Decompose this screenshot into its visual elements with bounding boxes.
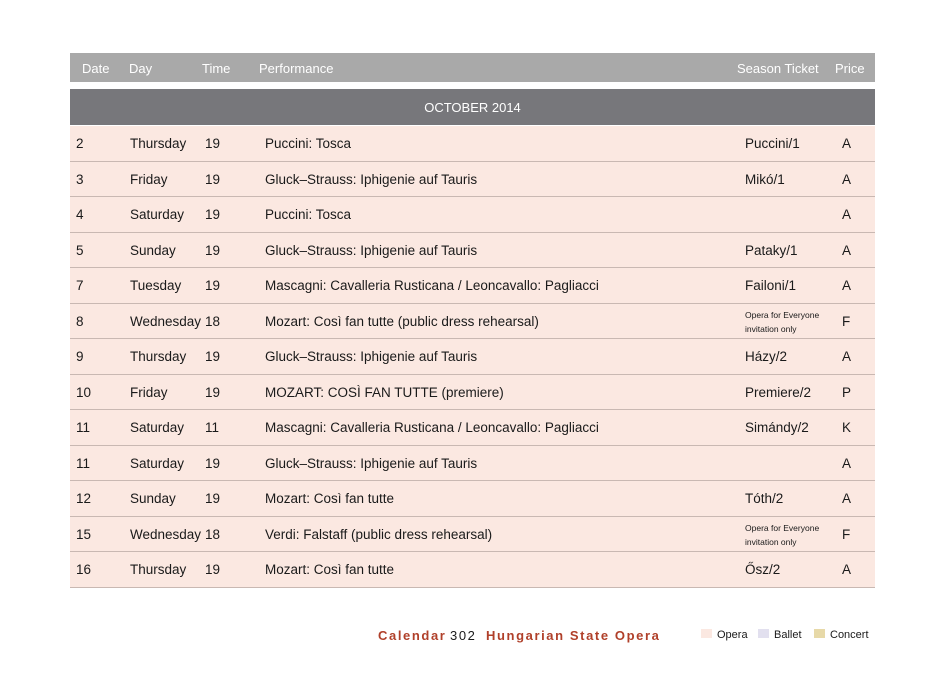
- cell-performance: MOZART: COSÌ FAN TUTTE (premiere): [265, 384, 504, 400]
- cell-performance: Puccini: Tosca: [265, 207, 352, 222]
- cell-price: A: [842, 242, 852, 258]
- cell-price: A: [842, 349, 852, 364]
- header-season-ticket: Season Ticket: [737, 61, 819, 76]
- cell-season-ticket: Házy/2: [745, 349, 788, 364]
- cell-price: A: [842, 136, 852, 151]
- cell-performance: Mascagni: Cavalleria Rusticana / Leoncavallo: Pagliacci: [265, 420, 599, 435]
- cell-price: A: [842, 171, 852, 187]
- cell-performance: Gluck–Strauss: Iphigenie auf Tauris: [265, 455, 478, 471]
- cell-season-ticket: Ősz/2: [745, 562, 781, 577]
- cell-time: 19: [205, 242, 221, 258]
- cell-season-ticket: Opera for Everyone invitation only: [745, 522, 820, 547]
- cell-date: 16: [76, 562, 92, 577]
- cell-day: Wednesday: [130, 313, 202, 329]
- cell-price: F: [842, 526, 851, 542]
- table-row: [70, 552, 875, 588]
- cell-day: Sunday: [130, 491, 176, 506]
- legend-opera-label: Opera: [717, 629, 748, 641]
- legend-concert-swatch: [814, 629, 825, 638]
- cell-price: A: [842, 207, 852, 222]
- cell-time: 19: [205, 455, 221, 471]
- cell-date: 3: [76, 171, 84, 187]
- cell-performance: Mozart: Così fan tutte: [265, 562, 395, 577]
- table-row: [70, 197, 875, 233]
- cell-time: 18: [205, 313, 221, 329]
- cell-time: 19: [205, 136, 221, 151]
- month-heading: OCTOBER 2014: [70, 89, 875, 125]
- cell-date: 15: [76, 526, 92, 542]
- cell-date: 11: [76, 455, 91, 471]
- table-row: [70, 446, 875, 482]
- cell-day: Thursday: [130, 562, 187, 577]
- cell-performance: Mozart: Così fan tutte (public dress rehearsal): [265, 313, 539, 329]
- cell-performance: Mozart: Così fan tutte: [265, 491, 395, 506]
- cell-performance: Mascagni: Cavalleria Rusticana / Leoncavallo: Pagliacci: [265, 278, 599, 293]
- table-row: [70, 339, 875, 375]
- cell-performance: Gluck–Strauss: Iphigenie auf Tauris: [265, 242, 478, 258]
- cell-season-ticket: Simándy/2: [745, 420, 809, 435]
- legend-ballet-swatch: [758, 629, 769, 638]
- header-price: Price: [835, 61, 865, 76]
- cell-price: A: [842, 455, 852, 471]
- cell-price: F: [842, 313, 851, 329]
- cell-time: 19: [205, 491, 221, 506]
- cell-day: Wednesday: [130, 526, 202, 542]
- table-row: [70, 268, 875, 304]
- footer-section: Calendar: [378, 628, 447, 643]
- cell-time: 11: [205, 420, 220, 435]
- cell-date: 10: [76, 384, 92, 400]
- cell-day: Friday: [130, 171, 168, 187]
- table-row: [70, 481, 875, 517]
- cell-season-ticket: Pataky/1: [745, 242, 798, 258]
- cell-time: 18: [205, 526, 221, 542]
- cell-day: Saturday: [130, 207, 185, 222]
- cell-time: 19: [205, 384, 221, 400]
- cell-performance: Gluck–Strauss: Iphigenie auf Tauris: [265, 349, 478, 364]
- legend-opera-swatch: [701, 629, 712, 638]
- cell-date: 5: [76, 242, 84, 258]
- table-row: [70, 162, 875, 198]
- cell-performance: Gluck–Strauss: Iphigenie auf Tauris: [265, 171, 478, 187]
- cell-season-ticket: Puccini/1: [745, 136, 800, 151]
- table-row: [70, 233, 875, 269]
- cell-price: A: [842, 562, 852, 577]
- cell-date: 9: [76, 349, 84, 364]
- cell-date: 4: [76, 207, 84, 222]
- cell-date: 11: [76, 420, 91, 435]
- cell-date: 12: [76, 491, 92, 506]
- cell-date: 8: [76, 313, 84, 329]
- cell-performance: Puccini: Tosca: [265, 136, 352, 151]
- table-row: [70, 304, 875, 340]
- cell-time: 19: [205, 171, 221, 187]
- table-row: [70, 410, 875, 446]
- footer-publication: Hungarian State Opera: [486, 628, 661, 643]
- cell-season-ticket: Premiere/2: [745, 384, 812, 400]
- cell-performance: Verdi: Falstaff (public dress rehearsal): [265, 526, 493, 542]
- cell-price: K: [842, 420, 852, 435]
- header-time: Time: [202, 61, 231, 76]
- cell-day: Saturday: [130, 455, 185, 471]
- cell-season-ticket: Failoni/1: [745, 278, 797, 293]
- cell-price: A: [842, 491, 852, 506]
- page-number: 302: [450, 628, 477, 643]
- cell-day: Saturday: [130, 420, 185, 435]
- cell-date: 2: [76, 136, 84, 151]
- table-row: [70, 126, 875, 162]
- cell-day: Tuesday: [130, 278, 182, 293]
- header-day: Day: [129, 61, 153, 76]
- cell-price: A: [842, 278, 852, 293]
- header-performance: Performance: [259, 61, 334, 76]
- legend-concert-label: Concert: [830, 629, 869, 641]
- cell-time: 19: [205, 349, 221, 364]
- header-date: Date: [82, 61, 110, 76]
- cell-day: Thursday: [130, 136, 187, 151]
- legend-ballet-label: Ballet: [774, 629, 802, 641]
- table-row: [70, 375, 875, 411]
- cell-day: Friday: [130, 384, 168, 400]
- table-header: [70, 53, 875, 82]
- cell-time: 19: [205, 207, 221, 222]
- cell-season-ticket: Tóth/2: [745, 491, 784, 506]
- cell-season-ticket: Mikó/1: [745, 171, 785, 187]
- table-row: [70, 517, 875, 553]
- schedule-table: [70, 126, 875, 588]
- cell-day: Sunday: [130, 242, 176, 258]
- cell-time: 19: [205, 562, 221, 577]
- cell-date: 7: [76, 278, 84, 293]
- cell-price: P: [842, 384, 852, 400]
- cell-day: Thursday: [130, 349, 187, 364]
- cell-time: 19: [205, 278, 221, 293]
- cell-season-ticket: Opera for Everyone invitation only: [745, 309, 820, 334]
